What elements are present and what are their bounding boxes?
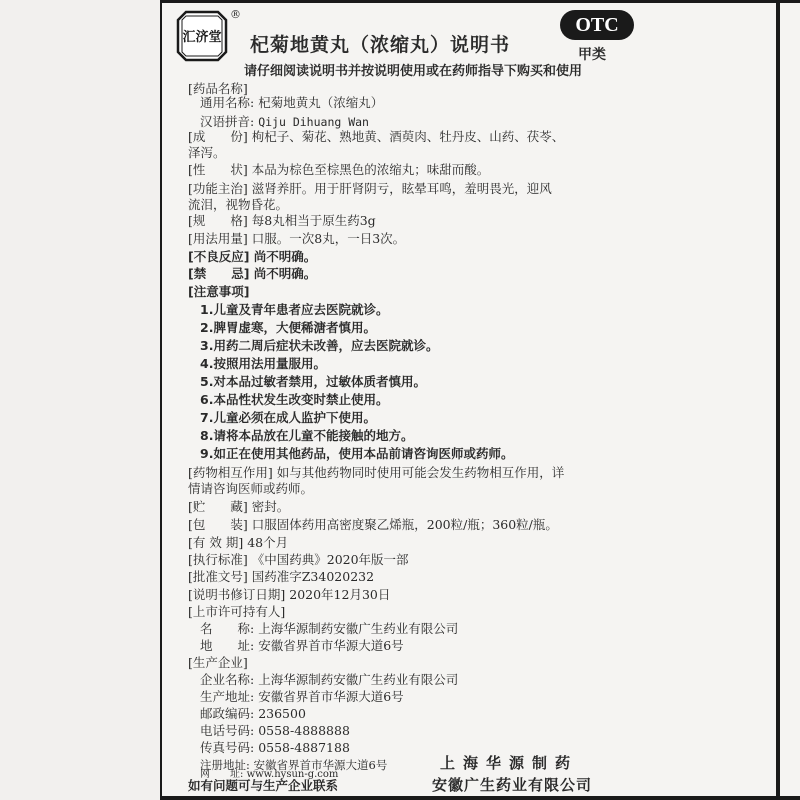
revision-label: [说明书修订日期] — [188, 587, 286, 602]
ingredients-label: [成 份] — [188, 129, 248, 144]
contra-row — [188, 265, 316, 283]
maker-heading: [生产企业] — [188, 655, 248, 670]
maker-name-label: 企业名称: — [200, 672, 255, 687]
interactions-value: 如与其他药物同时使用可能会发生药物相互作用，详 — [276, 465, 565, 480]
postcode-label: 邮政编码: — [200, 706, 255, 721]
maker-addr-label: 生产地址: — [200, 689, 255, 704]
reg-addr-label: 注册地址: — [200, 758, 250, 772]
spec-value: 每8丸相当于原生药3g — [251, 213, 376, 228]
spec-row — [188, 212, 376, 230]
storage-label: [贮 藏] — [188, 499, 248, 514]
phone-label: 电话号码: — [200, 723, 255, 738]
standard-value: 《中国药典》2020年版一部 — [251, 552, 409, 567]
spec-label: [规 格] — [188, 213, 248, 228]
footer-contact-note: 如有问题可与生产企业联系 — [188, 778, 339, 793]
document-subtitle: 请仔细阅读说明书并按说明使用或在药师指导下购买和使用 — [244, 64, 583, 79]
package-row — [188, 516, 558, 534]
holder-name-row — [200, 620, 458, 638]
interactions-cont: 情请咨询医师或药师。 — [188, 481, 314, 496]
standard-row — [188, 551, 409, 569]
footer-company-line-1: 上海华源制药 — [440, 754, 579, 772]
precaution-item: 9.如正在使用其他药品，使用本品前请咨询医师或药师。 — [200, 446, 514, 461]
holder-addr-row — [200, 637, 404, 655]
validity-row — [188, 534, 288, 552]
border-top — [160, 0, 800, 3]
interactions-label: [药物相互作用] — [188, 465, 273, 480]
phone-row — [200, 722, 350, 740]
storage-row — [188, 498, 289, 516]
holder-name-value: 上海华源制药安徽广生药业有限公司 — [258, 621, 459, 636]
website-value: www.hysun-g.com — [246, 769, 339, 780]
appearance-row — [188, 161, 489, 179]
postcode-value: 236500 — [258, 706, 306, 721]
precaution-item: 8.请将本品放在儿童不能接触的地方。 — [200, 428, 414, 443]
generic-name-label: 通用名称: — [200, 95, 255, 110]
ingredients-row — [188, 128, 564, 146]
otc-class-label: 甲类 — [578, 47, 606, 63]
website-label: 网 址: — [200, 769, 244, 780]
fax-value: 0558-4887188 — [258, 740, 350, 755]
approval-row — [188, 568, 374, 586]
footer-company-line-2: 安徽广生药业有限公司 — [432, 776, 593, 794]
precaution-item: 5.对本品过敏者禁用，过敏体质者慎用。 — [200, 374, 426, 389]
standard-label: [执行标准] — [188, 552, 248, 567]
holder-addr-value: 安徽省界首市华源大道6号 — [258, 638, 404, 653]
storage-value: 密封。 — [251, 499, 290, 514]
approval-label: [批准文号] — [188, 569, 248, 584]
precaution-item: 1.儿童及青年患者应去医院就诊。 — [200, 302, 389, 317]
border-left — [160, 0, 162, 800]
maker-addr-row — [200, 688, 404, 706]
holder-name-label: 名 称: — [200, 621, 255, 636]
adverse-label: [不良反应] — [188, 249, 250, 264]
validity-label: [有 效 期] — [188, 535, 244, 550]
reg-addr-value: 安徽省界首市华源大道6号 — [253, 758, 388, 772]
company-logo — [176, 10, 228, 62]
holder-heading: [上市许可持有人] — [188, 604, 286, 619]
fax-row — [200, 739, 350, 757]
adverse-value: 尚不明确。 — [253, 249, 317, 264]
maker-name-value: 上海华源制药安徽广生药业有限公司 — [258, 672, 459, 687]
dosage-value: 口服。一次8丸，一日3次。 — [251, 231, 406, 246]
pinyin-value: Qiju Dihuang Wan — [258, 115, 369, 129]
package-value: 口服固体药用高密度聚乙烯瓶，200粒/瓶；360粒/瓶。 — [251, 517, 558, 532]
svg-text:汇济堂: 汇济堂 — [182, 30, 222, 45]
precautions-heading: [注意事项] — [188, 284, 250, 299]
dosage-row — [188, 230, 405, 248]
appearance-value: 本品为棕色至棕黑色的浓缩丸；味甜而酸。 — [251, 162, 490, 177]
border-bottom — [160, 796, 800, 800]
registered-mark: ® — [230, 8, 241, 21]
generic-name-row — [200, 94, 383, 112]
approval-value: 国药准字Z34020232 — [251, 569, 375, 584]
border-right — [776, 0, 780, 800]
precaution-item: 6.本品性状发生改变时禁止使用。 — [200, 392, 389, 407]
precaution-item: 4.按照用法用量服用。 — [200, 356, 326, 371]
ingredients-cont: 泽泻。 — [188, 145, 226, 160]
pinyin-label: 汉语拼音: — [200, 114, 255, 129]
precaution-item: 3.用药二周后症状未改善，应去医院就诊。 — [200, 338, 439, 353]
postcode-row — [200, 705, 306, 723]
otc-badge: OTC — [560, 10, 634, 40]
maker-name-row — [200, 671, 458, 689]
indications-cont: 流泪，视物昏花。 — [188, 197, 289, 212]
package-label: [包 装] — [188, 517, 248, 532]
drug-name-heading: [药品名称] — [188, 81, 248, 96]
adverse-row — [188, 248, 316, 266]
contra-label: [禁 忌] — [188, 266, 250, 281]
maker-addr-value: 安徽省界首市华源大道6号 — [258, 689, 404, 704]
indications-label: [功能主治] — [188, 181, 248, 196]
ingredients-value: 枸杞子、菊花、熟地黄、酒萸肉、牡丹皮、山药、茯苓、 — [251, 129, 565, 144]
holder-addr-label: 地 址: — [200, 638, 255, 653]
phone-value: 0558-4888888 — [258, 723, 350, 738]
appearance-label: [性 状] — [188, 162, 248, 177]
fax-label: 传真号码: — [200, 740, 255, 755]
precaution-item: 7.儿童必须在成人监护下使用。 — [200, 410, 376, 425]
document-title: 杞菊地黄丸（浓缩丸）说明书 — [250, 34, 511, 56]
validity-value: 48个月 — [247, 535, 289, 550]
dosage-label: [用法用量] — [188, 231, 248, 246]
indications-value: 滋肾养肝。用于肝肾阴亏，眩晕耳鸣，羞明畏光，迎风 — [251, 181, 552, 196]
generic-name-value: 杞菊地黄丸（浓缩丸） — [258, 95, 384, 110]
revision-row — [188, 586, 390, 604]
contra-value: 尚不明确。 — [253, 266, 317, 281]
revision-value: 2020年12月30日 — [289, 587, 391, 602]
precaution-item: 2.脾胃虚寒，大便稀溏者慎用。 — [200, 320, 376, 335]
